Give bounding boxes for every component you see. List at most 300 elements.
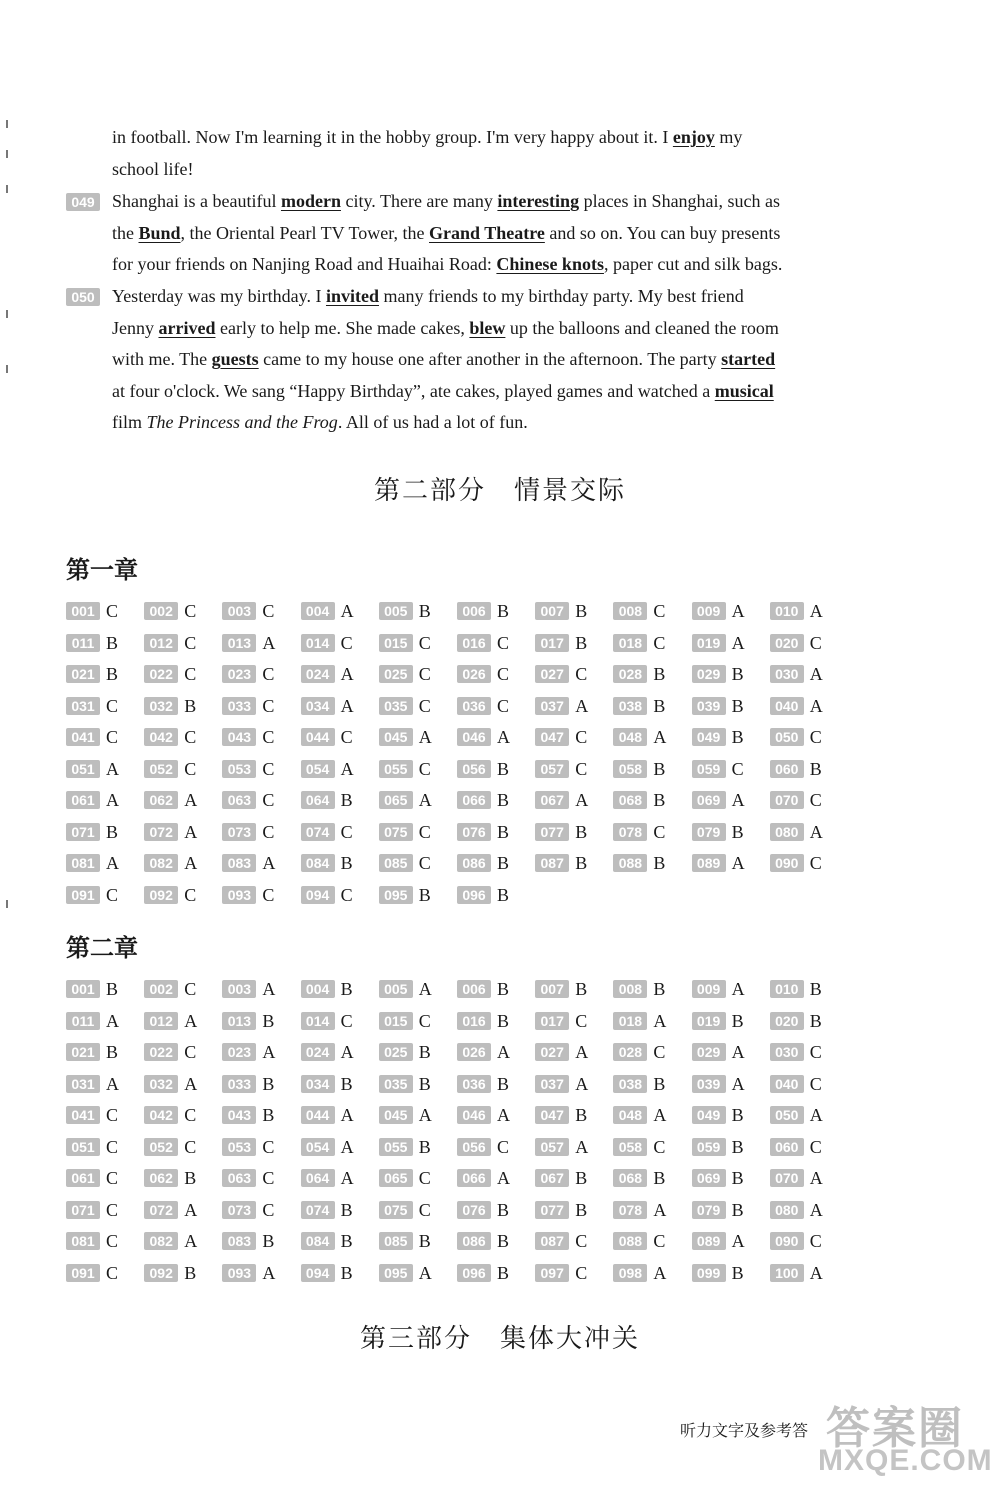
- passage-text: up the balloons and cleaned the room: [505, 317, 779, 338]
- question-number-badge: 043: [222, 728, 256, 746]
- question-number-badge: 050: [770, 728, 804, 746]
- answer-item: [301, 1010, 353, 1032]
- answer-item: [66, 1136, 118, 1158]
- question-number-badge: 045: [379, 1106, 413, 1124]
- answer-item: [301, 632, 353, 654]
- question-number-badge: 064: [301, 791, 335, 809]
- answer-letter: A: [809, 664, 823, 685]
- answer-item: [144, 1230, 197, 1252]
- answer-item: [613, 600, 665, 622]
- answer-letter: A: [497, 1105, 510, 1126]
- question-number-badge: 090: [770, 854, 804, 872]
- answer-item: [301, 821, 353, 843]
- section-2-title: 第二部分 情景交际: [373, 476, 626, 505]
- answer-item: [301, 600, 354, 622]
- answer-item: [457, 1073, 509, 1095]
- question-number-badge: 070: [770, 1169, 804, 1187]
- question-number-badge: 051: [66, 760, 100, 778]
- question-number-badge: 096: [457, 886, 491, 904]
- answer-item: [613, 758, 665, 780]
- question-number-badge: 085: [379, 1232, 413, 1250]
- answer-letter: C: [418, 758, 431, 779]
- answer-item: [301, 1104, 354, 1126]
- question-number-badge: 064: [301, 1169, 335, 1187]
- question-number-badge: 014: [301, 634, 335, 652]
- answer-letter: C: [262, 727, 275, 748]
- answer-item: [222, 663, 274, 685]
- answer-item: [613, 1199, 666, 1221]
- answer-item: [770, 1199, 823, 1221]
- answer-letter: A: [340, 664, 354, 685]
- answer-letter: A: [497, 727, 510, 748]
- passage-line: [112, 222, 780, 244]
- answer-letter: C: [184, 601, 197, 622]
- answer-item: [144, 600, 196, 622]
- answer-letter: C: [184, 1042, 197, 1063]
- answer-letter: C: [106, 601, 119, 622]
- answer-letter: B: [418, 1136, 431, 1157]
- answer-letter: C: [184, 979, 197, 1000]
- answer-letter: B: [575, 601, 588, 622]
- question-number-badge: 080: [770, 1201, 804, 1219]
- answer-item: [535, 726, 587, 748]
- answer-item: [692, 1041, 745, 1063]
- answer-item: [379, 1104, 432, 1126]
- answer-item: [379, 1167, 431, 1189]
- question-number-badge: 066: [457, 791, 491, 809]
- answer-letter: C: [106, 727, 119, 748]
- answer-letter: C: [575, 1010, 588, 1031]
- question-number-badge: 085: [379, 854, 413, 872]
- question-number-badge: 027: [535, 1043, 569, 1061]
- question-number-badge: 059: [692, 1138, 726, 1156]
- answer-letter: B: [497, 790, 510, 811]
- question-number-badge: 079: [692, 823, 726, 841]
- answer-item: [613, 1136, 665, 1158]
- answer-letter: C: [184, 727, 197, 748]
- answer-item: [301, 1041, 354, 1063]
- answer-item: [535, 600, 587, 622]
- question-number-badge: 071: [66, 1201, 100, 1219]
- answer-letter: A: [340, 1105, 354, 1126]
- answer-item: [144, 758, 196, 780]
- question-number-badge: 009: [692, 980, 726, 998]
- question-number-badge: 025: [379, 1043, 413, 1061]
- question-number-badge: 075: [379, 823, 413, 841]
- answer-letter: A: [809, 821, 823, 842]
- passage-text: for your friends on Nanjing Road and Huaihai Road:: [112, 254, 497, 274]
- answer-item: [692, 758, 744, 780]
- question-number-badge: 042: [144, 728, 178, 746]
- answer-letter: C: [106, 695, 119, 716]
- question-number-badge: 047: [535, 1106, 569, 1124]
- answer-letter: A: [184, 821, 198, 842]
- answer-item: [66, 821, 118, 843]
- answer-item: [770, 1230, 822, 1252]
- question-number-badge: 073: [222, 1201, 256, 1219]
- question-number-badge: 053: [222, 1138, 256, 1156]
- answer-letter: A: [731, 853, 745, 874]
- question-number-badge: 049: [66, 193, 100, 211]
- answer-letter: A: [262, 1262, 276, 1283]
- answer-item: [379, 821, 431, 843]
- question-number-badge: 002: [144, 980, 178, 998]
- answer-item: [144, 1010, 197, 1032]
- answer-letter: A: [262, 853, 276, 874]
- answer-letter: A: [809, 1199, 823, 1220]
- question-number-badge: 053: [222, 760, 256, 778]
- question-number-badge: 017: [535, 1012, 569, 1030]
- film-title: The Princess and the Frog: [146, 412, 338, 432]
- answer-item: [379, 1262, 432, 1284]
- question-number-badge: 023: [222, 665, 256, 683]
- question-number-badge: 094: [301, 1264, 335, 1282]
- answer-letter: C: [653, 1231, 666, 1252]
- page-edge-mark: [6, 120, 8, 128]
- question-number-badge: 048: [613, 728, 647, 746]
- question-number-badge: 084: [301, 854, 335, 872]
- answer-item: [613, 663, 665, 685]
- question-number-badge: 099: [692, 1264, 726, 1282]
- answer-letter: B: [106, 664, 119, 685]
- answer-letter: B: [262, 1010, 275, 1031]
- answer-letter: C: [184, 632, 197, 653]
- answer-item: [457, 1199, 509, 1221]
- answer-letter: B: [418, 1042, 431, 1063]
- answer-letter: C: [106, 1136, 119, 1157]
- answer-item: [222, 1104, 274, 1126]
- answer-item: [379, 789, 432, 811]
- question-number-badge: 037: [535, 1075, 569, 1093]
- question-number-badge: 039: [692, 1075, 726, 1093]
- answer-letter: A: [653, 1262, 667, 1283]
- answer-item: [613, 821, 665, 843]
- answer-item: [692, 821, 744, 843]
- answer-letter: C: [262, 664, 275, 685]
- answer-item: [144, 852, 197, 874]
- question-number-badge: 005: [379, 980, 413, 998]
- answer-letter: A: [184, 790, 198, 811]
- question-number-badge: 088: [613, 854, 647, 872]
- answer-letter: C: [809, 790, 822, 811]
- question-number-badge: 014: [301, 1012, 335, 1030]
- answer-letter: B: [731, 1199, 744, 1220]
- question-number-badge: 081: [66, 854, 100, 872]
- question-number-badge: 089: [692, 854, 726, 872]
- answer-item: [770, 1041, 822, 1063]
- answer-letter: C: [262, 758, 275, 779]
- question-number-badge: 023: [222, 1043, 256, 1061]
- answer-item: [770, 600, 823, 622]
- answer-letter: C: [653, 1042, 666, 1063]
- answer-item: [379, 884, 431, 906]
- question-number-badge: 042: [144, 1106, 178, 1124]
- passage-text: Yesterday was my birthday. I: [112, 286, 326, 306]
- question-number-badge: 024: [301, 665, 335, 683]
- answer-item: [457, 632, 509, 654]
- answer-letter: B: [809, 979, 822, 1000]
- answer-item: [692, 600, 745, 622]
- question-number-badge: 012: [144, 634, 178, 652]
- answer-item: [457, 789, 509, 811]
- question-number-badge: 065: [379, 1169, 413, 1187]
- question-number-badge: 041: [66, 728, 100, 746]
- question-number-badge: 056: [457, 760, 491, 778]
- answer-letter: A: [262, 1042, 276, 1063]
- answer-word: modern: [280, 191, 341, 211]
- answer-letter: B: [184, 695, 197, 716]
- answer-item: [66, 695, 118, 717]
- answer-letter: A: [575, 1073, 589, 1094]
- answer-letter: B: [653, 664, 666, 685]
- question-number-badge: 094: [301, 886, 335, 904]
- answer-letter: B: [497, 979, 510, 1000]
- answer-letter: C: [340, 727, 353, 748]
- answer-item: [222, 1230, 274, 1252]
- answer-item: [66, 884, 118, 906]
- answer-item: [535, 1230, 587, 1252]
- question-number-badge: 058: [613, 760, 647, 778]
- question-number-badge: 011: [66, 1012, 100, 1030]
- answer-item: [613, 978, 665, 1000]
- answer-item: [66, 758, 119, 780]
- answer-letter: B: [653, 1168, 666, 1189]
- question-number-badge: 022: [144, 665, 178, 683]
- answer-letter: A: [106, 758, 119, 779]
- answer-item: [770, 1262, 823, 1284]
- answer-letter: B: [575, 853, 588, 874]
- answer-letter: B: [497, 601, 510, 622]
- answer-item: [692, 1199, 744, 1221]
- question-number-badge: 032: [144, 697, 178, 715]
- question-number-badge: 019: [692, 634, 726, 652]
- answer-item: [770, 663, 823, 685]
- answer-letter: A: [731, 790, 745, 811]
- answer-item: [379, 1136, 431, 1158]
- answer-letter: C: [809, 727, 822, 748]
- question-number-badge: 018: [613, 1012, 647, 1030]
- question-number-badge: 072: [144, 1201, 178, 1219]
- question-number-badge: 003: [222, 980, 256, 998]
- question-number-badge: 022: [144, 1043, 178, 1061]
- answer-item: [535, 789, 588, 811]
- answer-letter: A: [731, 979, 745, 1000]
- passage-text: came to my house one after another in the afternoon. The party: [258, 349, 722, 369]
- watermark-logo: [818, 1392, 998, 1484]
- question-number-badge: 021: [66, 1043, 100, 1061]
- answer-letter: C: [340, 821, 353, 842]
- answer-letter: A: [184, 1073, 198, 1094]
- answer-letter: B: [262, 1231, 275, 1252]
- answer-word: Grand Theatre: [429, 222, 545, 243]
- answer-item: [770, 758, 822, 780]
- answer-item: [613, 852, 665, 874]
- question-number-badge: 029: [692, 1043, 726, 1061]
- answer-letter: A: [418, 790, 432, 811]
- question-number-badge: 007: [535, 602, 569, 620]
- answer-word: Chinese knots: [496, 254, 604, 274]
- answer-letter: A: [418, 1262, 432, 1283]
- answer-letter: B: [497, 1199, 510, 1220]
- question-number-badge: 095: [379, 886, 413, 904]
- answer-item: [613, 1262, 666, 1284]
- answer-letter: A: [184, 1231, 198, 1252]
- answer-item: [144, 821, 197, 843]
- answer-item: [770, 1010, 822, 1032]
- question-number-badge: 036: [457, 1075, 491, 1093]
- question-number-badge: 040: [770, 697, 804, 715]
- question-number-badge: 096: [457, 1264, 491, 1282]
- answer-letter: C: [575, 758, 588, 779]
- question-number-badge: 011: [66, 634, 100, 652]
- answer-word: interesting: [497, 191, 580, 211]
- answer-item: [379, 978, 432, 1000]
- answer-item: [379, 758, 431, 780]
- answer-letter: A: [809, 601, 823, 622]
- answer-letter: A: [340, 758, 354, 779]
- answer-word: invited: [325, 286, 379, 306]
- question-number-badge: 031: [66, 697, 100, 715]
- answer-letter: A: [575, 1136, 589, 1157]
- answer-letter: C: [262, 695, 275, 716]
- answer-item: [222, 789, 274, 811]
- answer-letter: B: [575, 1105, 588, 1126]
- answer-letter: A: [731, 1073, 745, 1094]
- question-number-badge: 008: [613, 602, 647, 620]
- answer-item: [66, 726, 118, 748]
- answer-item: [301, 758, 354, 780]
- question-number-badge: 043: [222, 1106, 256, 1124]
- answer-item: [144, 1262, 196, 1284]
- passage-text: with me. The: [112, 349, 212, 369]
- question-number-badge: 034: [301, 1075, 335, 1093]
- question-number-badge: 093: [222, 886, 256, 904]
- answer-letter: C: [653, 601, 666, 622]
- answer-item: [457, 695, 509, 717]
- question-number-badge: 070: [770, 791, 804, 809]
- question-number-badge: 059: [692, 760, 726, 778]
- question-number-badge: 046: [457, 728, 491, 746]
- question-number-badge: 020: [770, 634, 804, 652]
- passage-line: [112, 348, 775, 370]
- answer-item: [144, 978, 196, 1000]
- answer-item: [457, 1262, 509, 1284]
- answer-letter: B: [340, 1262, 353, 1283]
- question-number-badge: 002: [144, 602, 178, 620]
- answer-letter: B: [497, 884, 510, 905]
- question-number-badge: 091: [66, 1264, 100, 1282]
- answer-item: [222, 884, 274, 906]
- answer-item: [222, 1041, 275, 1063]
- answer-letter: C: [184, 758, 197, 779]
- question-number-badge: 080: [770, 823, 804, 841]
- question-number-badge: 055: [379, 1138, 413, 1156]
- answer-word: musical: [714, 380, 774, 401]
- answer-item: [301, 1199, 353, 1221]
- question-number-badge: 058: [613, 1138, 647, 1156]
- question-number-badge: 057: [535, 760, 569, 778]
- question-number-badge: 031: [66, 1075, 100, 1093]
- answer-item: [535, 1136, 588, 1158]
- passage-line: [112, 158, 193, 180]
- answer-item: [66, 789, 119, 811]
- answer-item: [66, 1262, 118, 1284]
- answer-item: [613, 1167, 665, 1189]
- answer-letter: C: [418, 853, 431, 874]
- answer-item: [66, 1230, 118, 1252]
- answer-item: [692, 1136, 744, 1158]
- answer-letter: B: [497, 853, 510, 874]
- answer-letter: B: [731, 1168, 744, 1189]
- question-number-badge: 086: [457, 854, 491, 872]
- answer-item: [457, 1230, 509, 1252]
- passage-text: early to help me. She made cakes,: [215, 317, 470, 338]
- passage-text: and so on. You can buy presents: [544, 222, 781, 243]
- answer-letter: C: [809, 1231, 822, 1252]
- answer-letter: C: [262, 790, 275, 811]
- answer-letter: C: [418, 632, 431, 653]
- answer-letter: C: [184, 1105, 197, 1126]
- answer-item: [692, 726, 744, 748]
- question-number-badge: 001: [66, 980, 100, 998]
- question-number-badge: 047: [535, 728, 569, 746]
- question-number-badge: 072: [144, 823, 178, 841]
- question-number-badge: 083: [222, 1232, 256, 1250]
- question-number-badge: 098: [613, 1264, 647, 1282]
- answer-letter: C: [418, 821, 431, 842]
- answer-letter: C: [809, 1042, 822, 1063]
- answer-item: [535, 821, 587, 843]
- passage-text: in football. Now I'm learning it in the hobby group. I'm very happy about it. I: [112, 127, 673, 147]
- answer-item: [535, 1010, 587, 1032]
- question-number-badge: 006: [457, 980, 491, 998]
- answer-letter: B: [418, 1231, 431, 1252]
- answer-letter: C: [340, 632, 353, 653]
- answer-letter: B: [653, 979, 666, 1000]
- question-number-badge: 016: [457, 634, 491, 652]
- question-number-badge: 092: [144, 886, 178, 904]
- question-number-badge: 068: [613, 1169, 647, 1187]
- answer-letter: B: [184, 1168, 197, 1189]
- question-number-badge: 030: [770, 1043, 804, 1061]
- answer-item: [301, 1262, 353, 1284]
- answer-letter: B: [575, 1168, 588, 1189]
- answer-letter: C: [497, 664, 510, 685]
- answer-letter: B: [809, 758, 822, 779]
- answer-letter: B: [653, 1073, 666, 1094]
- question-number-badge: 052: [144, 1138, 178, 1156]
- answer-item: [301, 1073, 353, 1095]
- answer-item: [457, 1010, 509, 1032]
- question-number-badge: 004: [301, 980, 335, 998]
- answer-letter: B: [731, 664, 744, 685]
- answer-letter: A: [340, 1042, 354, 1063]
- answer-letter: C: [262, 1136, 275, 1157]
- answer-item: [301, 1167, 354, 1189]
- answer-item: [613, 1010, 666, 1032]
- passage-line: [112, 126, 742, 148]
- answer-letter: A: [418, 727, 432, 748]
- chapter-1-title: 第一章: [66, 558, 138, 584]
- answer-letter: B: [653, 790, 666, 811]
- answer-item: [144, 1136, 196, 1158]
- answer-item: [379, 1041, 431, 1063]
- question-number-badge: 015: [379, 634, 413, 652]
- answer-letter: C: [575, 664, 588, 685]
- question-number-badge: 046: [457, 1106, 491, 1124]
- answer-word: Bund: [138, 222, 181, 243]
- answer-letter: B: [497, 821, 510, 842]
